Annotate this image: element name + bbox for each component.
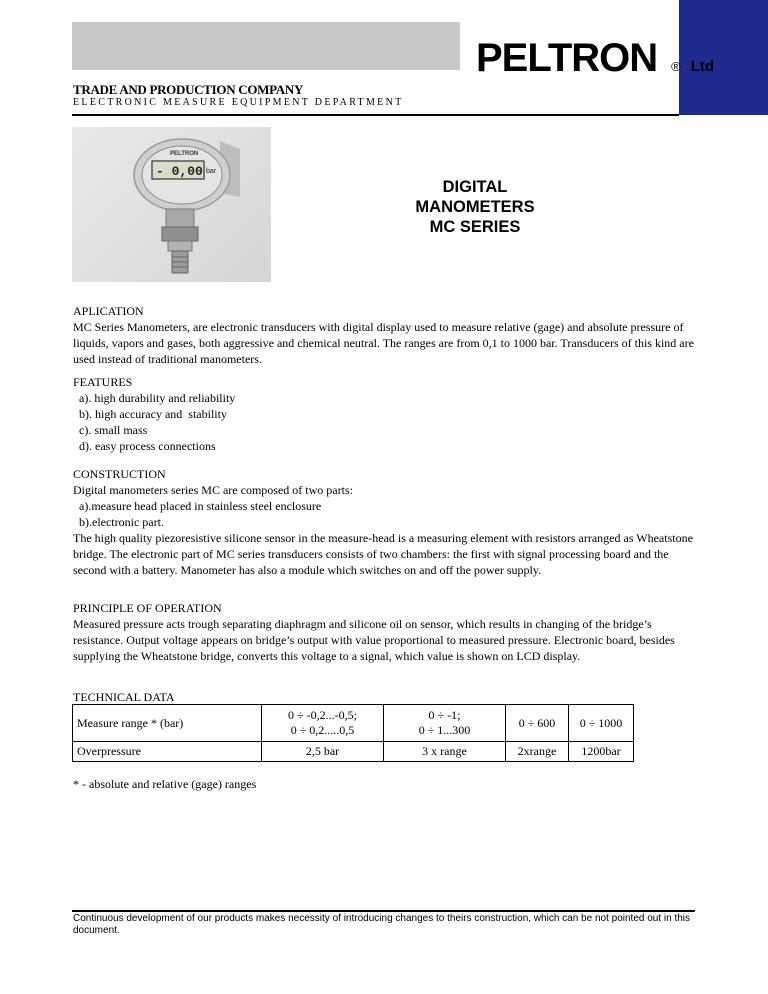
table-cell [384, 705, 506, 742]
section-heading: PRINCIPLE OF OPERATION [73, 601, 222, 615]
peltron-logo [476, 30, 714, 78]
section-text: The high quality piezoresistive silicone sensor in the measure-head is a measuring element with resistors arranged as Wheatstone bridge. The electronic part of MC series transducers consists of two chambers: the first with signal processing board and the second with a battery. Manometer has also a module which switches on and off the power supply. [73, 531, 693, 577]
department-name: ELECTRONIC MEASURE EQUIPMENT DEPARTMENT [73, 97, 404, 108]
feature-item: d). easy process connections [73, 439, 216, 453]
table-cell: 2,5 bar [262, 742, 384, 762]
table-cell: 3 x range [384, 742, 506, 762]
product-title-line: DIGITAL [442, 178, 508, 196]
cell-line: 0 ÷ 1...300 [418, 723, 471, 737]
section-heading: CONSTRUCTION [73, 467, 166, 481]
construction-item: b).electronic part. [73, 515, 164, 529]
section-heading: FEATURES [73, 375, 133, 389]
product-photo [72, 127, 271, 282]
company-name: TRADE AND PRODUCTION COMPANY [73, 82, 304, 97]
section-technical [73, 689, 703, 705]
section-application [73, 303, 703, 367]
section-principle [73, 600, 703, 664]
section-text: Digital manometers series MC are composed of two parts: [73, 483, 353, 497]
header-rule [72, 114, 679, 116]
construction-item: a).measure head placed in stainless steel enclosure [73, 499, 322, 513]
section-heading: TECHNICAL DATA [73, 690, 175, 704]
footer-disclaimer: Continuous development of our products makes necessity of introducing changes to theirs construction, which can be not pointed out in this document. [73, 913, 691, 936]
technical-data-table [72, 704, 634, 762]
section-features [73, 374, 703, 454]
table-footnote: * - absolute and relative (gage) ranges [73, 777, 257, 791]
cell-line: 0 ÷ 0,2.....0,5 [290, 723, 355, 737]
table-row [73, 742, 634, 762]
logo-suffix: Ltd [690, 58, 715, 75]
device-brand-label: PELTRON [170, 151, 199, 157]
table-cell [262, 705, 384, 742]
cell-line: 0 ÷ -1; [428, 708, 461, 722]
feature-item: b). high accuracy and stability [73, 407, 227, 421]
table-cell: 0 ÷ 1000 [569, 705, 634, 742]
lcd-reading: - 0,00 [156, 164, 203, 179]
section-heading: APLICATION [73, 304, 144, 318]
feature-item: a). high durability and reliability [73, 391, 236, 405]
feature-item: c). small mass [73, 423, 148, 437]
cell-line: 0 ÷ -0,2...-0,5; [288, 708, 357, 722]
section-text: MC Series Manometers, are electronic transducers with digital display used to measure relative (gage) and absolute pressure of liquids, vapors and gases, both aggressive and chemical neutral. The ranges are from 0,1 to 1000 bar. Transducers of this kind are used instead of traditional manometers. [73, 320, 694, 366]
footer-rule [72, 910, 695, 912]
product-title-line: MANOMETERS [415, 198, 535, 216]
lcd-unit: bar [206, 168, 217, 175]
product-title-line: MC SERIES [429, 218, 521, 236]
table-cell: 0 ÷ 600 [506, 705, 569, 742]
logo-registered-mark: ® [671, 59, 681, 74]
table-cell: 2xrange [506, 742, 569, 762]
table-row-label: Measure range * (bar) [73, 705, 262, 742]
product-title [380, 177, 570, 237]
table-row [73, 705, 634, 742]
logo-brand: PELTRON [476, 36, 658, 80]
section-text: Measured pressure acts trough separating diaphragm and silicone oil on sensor, which results in changing of the bridge’s resistance. Output voltage appears on bridge’s output with value proportional to measured pressure. Electronic board, besides supplying the Wheatstone bridge, converts this voltage to a signal, which value is shown on LCD display. [73, 617, 675, 663]
section-construction [73, 466, 703, 578]
table-row-label: Overpressure [73, 742, 262, 762]
table-cell: 1200bar [569, 742, 634, 762]
header-gray-bar [72, 22, 460, 70]
